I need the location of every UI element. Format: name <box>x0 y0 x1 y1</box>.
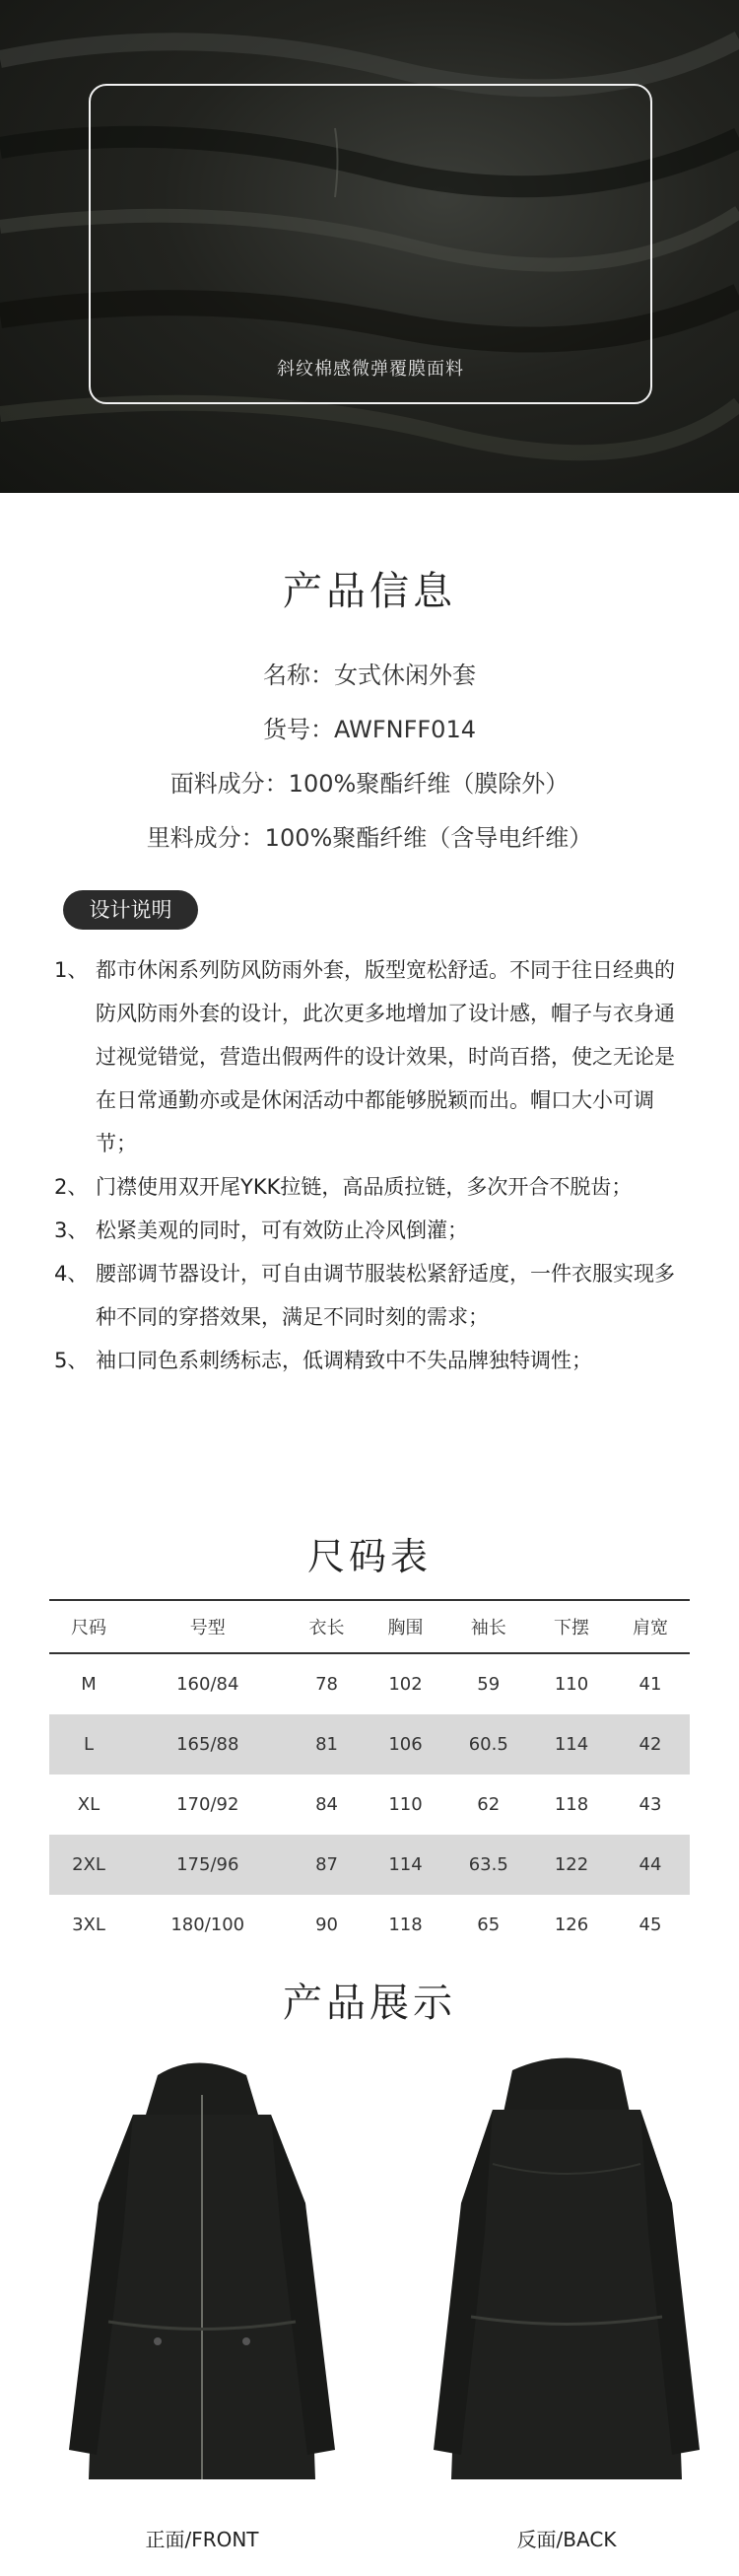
table-cell: 2XL <box>49 1835 128 1895</box>
design-item <box>54 1252 695 1339</box>
design-item <box>54 948 695 1165</box>
back-caption: 反面/BACK <box>516 2528 617 2551</box>
column-header: 肩宽 <box>611 1600 690 1653</box>
design-label-badge: 设计说明 <box>63 890 198 930</box>
table-cell: 102 <box>388 1674 423 1695</box>
table-row <box>49 1895 690 1955</box>
design-item-text: 都市休闲系列防风防雨外套，版型宽松舒适。不同于往日经典的防风防雨外套的设计，此次更多地增加了设计感，帽子与衣身通过视觉错觉，营造出假两件的设计效果，时尚百搭，使之无论是在日常通勤亦或是休闲活动中都能够脱颖而出。帽口大小可调节； <box>96 958 675 1155</box>
table-cell: 63.5 <box>444 1835 532 1895</box>
design-notes <box>54 948 695 1382</box>
column-header: 号型 <box>128 1600 288 1653</box>
table-cell: 110 <box>554 1674 589 1695</box>
table-cell: 118 <box>388 1915 423 1935</box>
design-item-number: 3、 <box>54 1218 89 1242</box>
table-header-row <box>49 1600 690 1653</box>
size-table <box>49 1599 690 1955</box>
design-item <box>54 1209 695 1252</box>
table-cell: 60.5 <box>444 1714 532 1775</box>
table-cell: 106 <box>367 1714 445 1775</box>
table-cell: 62 <box>477 1794 501 1815</box>
front-jacket-image <box>39 2055 365 2499</box>
column-header: 尺码 <box>49 1600 128 1653</box>
table-cell: 126 <box>554 1915 589 1935</box>
table-cell: 45 <box>638 1915 662 1935</box>
fabric-banner <box>0 0 739 493</box>
table-row <box>49 1835 690 1895</box>
product-info-title: 产品信息 <box>283 569 456 614</box>
table-cell: 170/92 <box>176 1794 239 1815</box>
table-cell: 65 <box>477 1915 501 1935</box>
table-cell: 118 <box>554 1794 589 1815</box>
design-item-number: 5、 <box>54 1349 89 1372</box>
table-cell: 114 <box>367 1835 445 1895</box>
table-cell: 59 <box>477 1674 501 1695</box>
column-header: 胸围 <box>367 1600 445 1653</box>
table-cell: 114 <box>532 1714 611 1775</box>
table-cell: 175/96 <box>128 1835 288 1895</box>
table-cell: XL <box>77 1794 101 1815</box>
table-cell: 41 <box>638 1674 662 1695</box>
table-row <box>49 1775 690 1835</box>
table-row <box>49 1653 690 1714</box>
table-cell: 180/100 <box>170 1915 245 1935</box>
design-item <box>54 1165 695 1209</box>
info-lining: 里料成分：100%聚酯纤维（含导电纤维） <box>146 824 593 852</box>
design-item-number: 4、 <box>54 1262 89 1286</box>
column-header: 下摆 <box>532 1600 611 1653</box>
design-item-text: 松紧美观的同时，可有效防止冷风倒灌； <box>96 1218 468 1242</box>
size-chart-title: 尺码表 <box>306 1535 432 1578</box>
column-header: 袖长 <box>444 1600 532 1653</box>
table-cell: 81 <box>288 1714 367 1775</box>
design-item-text: 腰部调节器设计，可自由调节服装松紧舒适度，一件衣服实现多种不同的穿搭效果，满足不同时刻的需求； <box>96 1262 675 1329</box>
info-name: 名称：女式休闲外套 <box>263 661 476 689</box>
table-cell: 110 <box>388 1794 423 1815</box>
table-cell: 43 <box>638 1794 662 1815</box>
design-item-text: 门襟使用双开尾YKK拉链，高品质拉链，多次开合不脱齿； <box>96 1175 633 1199</box>
table-cell: 78 <box>315 1674 338 1695</box>
column-header: 衣长 <box>288 1600 367 1653</box>
front-caption: 正面/FRONT <box>145 2528 259 2551</box>
design-item <box>54 1339 695 1382</box>
table-row <box>49 1714 690 1775</box>
info-fabric: 面料成分：100%聚酯纤维（膜除外） <box>169 770 570 798</box>
fabric-caption: 斜纹棉感微弹覆膜面料 <box>277 359 464 380</box>
table-cell: 90 <box>315 1915 338 1935</box>
design-item-number: 2、 <box>54 1175 89 1199</box>
table-cell: 84 <box>315 1794 338 1815</box>
product-display-title: 产品展示 <box>283 1981 456 2026</box>
table-cell: M <box>81 1674 97 1695</box>
design-item-text: 袖口同色系刺绣标志，低调精致中不失品牌独特调性； <box>96 1349 592 1372</box>
design-item-number: 1、 <box>54 958 89 982</box>
table-cell: L <box>49 1714 128 1775</box>
table-cell: 44 <box>611 1835 690 1895</box>
info-sku: 货号：AWFNFF014 <box>262 716 476 743</box>
table-cell: 165/88 <box>128 1714 288 1775</box>
back-jacket-image <box>404 2055 729 2499</box>
table-cell: 42 <box>611 1714 690 1775</box>
table-cell: 87 <box>288 1835 367 1895</box>
table-cell: 122 <box>532 1835 611 1895</box>
table-cell: 160/84 <box>176 1674 239 1695</box>
table-cell: 3XL <box>72 1915 105 1935</box>
